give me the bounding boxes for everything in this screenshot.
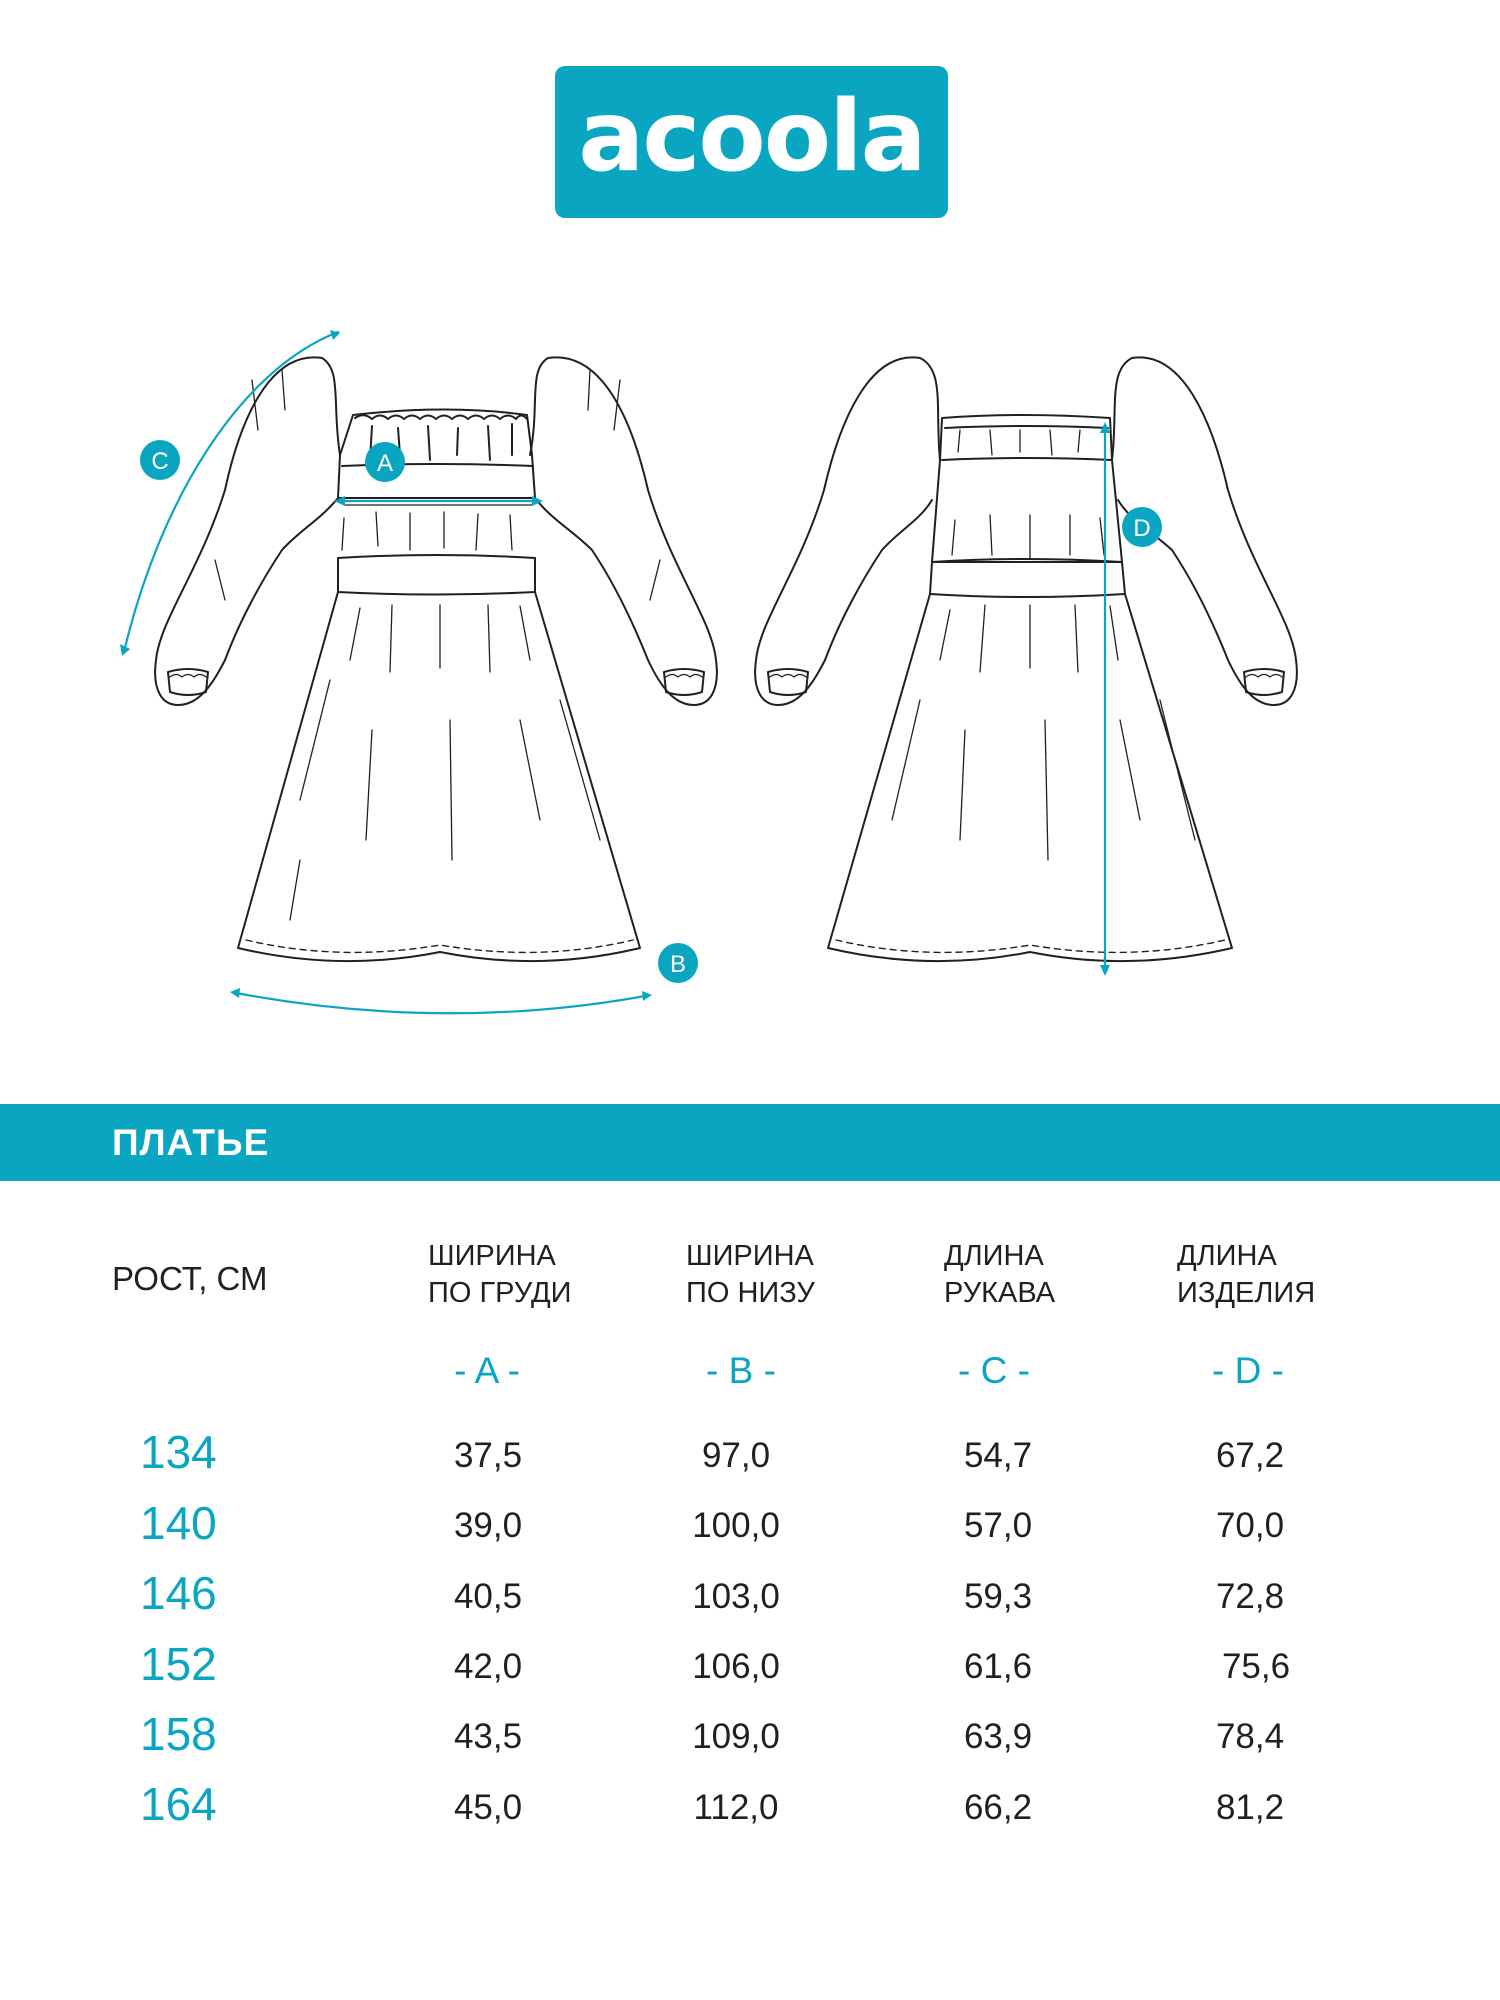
length-value: 72,8 (1215, 1577, 1285, 1616)
row-height: 152 (140, 1638, 217, 1690)
hem-value: 112,0 (693, 1788, 779, 1827)
column-letter-d: - D - (1212, 1350, 1284, 1391)
column-header-sleeve (944, 1238, 1055, 1312)
chest-value: 45,0 (453, 1788, 523, 1827)
row-height: 164 (140, 1778, 217, 1830)
column-header-length-line1: ДЛИНА (1177, 1240, 1277, 1272)
marker-b-label: B (669, 951, 687, 978)
marker-d (1122, 507, 1162, 547)
brand-logo (555, 66, 948, 218)
marker-a-label: A (376, 450, 394, 477)
sleeve-value: 61,6 (963, 1647, 1033, 1686)
height-column-header: РОСТ, СМ (112, 1260, 268, 1297)
column-header-sleeve-line2: РУКАВА (944, 1277, 1056, 1309)
column-letter-a: - A - (454, 1350, 520, 1391)
row-height: 146 (140, 1567, 217, 1619)
front-view (155, 357, 717, 961)
marker-c (140, 440, 180, 480)
column-letter-c: - C - (958, 1350, 1030, 1391)
column-letter-b: - B - (706, 1350, 776, 1391)
chest-value: 37,5 (453, 1436, 523, 1475)
chest-value: 40,5 (453, 1577, 523, 1616)
sleeve-value: 63,9 (963, 1717, 1033, 1756)
sleeve-value: 66,2 (963, 1788, 1033, 1827)
column-header-hem-line2: ПО НИЗУ (686, 1277, 815, 1309)
chest-value: 43,5 (453, 1717, 523, 1756)
marker-b (658, 943, 698, 983)
row-height: 158 (140, 1708, 217, 1760)
length-value: 81,2 (1215, 1788, 1285, 1827)
hem-value: 100,0 (692, 1506, 780, 1545)
hem-value: 97,0 (701, 1436, 771, 1475)
dress-technical-drawing (0, 300, 1500, 1020)
hem-value: 106,0 (692, 1647, 780, 1686)
length-value: 78,4 (1215, 1717, 1285, 1756)
length-value: 75,6 (1221, 1647, 1291, 1686)
product-title: ПЛАТЬЕ (112, 1122, 270, 1163)
chest-value: 39,0 (453, 1506, 523, 1545)
column-header-chest-line2: ПО ГРУДИ (428, 1277, 572, 1309)
brand-logo-text: acoola (578, 80, 925, 194)
column-header-hem (686, 1238, 815, 1312)
hem-value: 109,0 (692, 1717, 780, 1756)
column-header-length-line2: ИЗДЕЛИЯ (1177, 1277, 1316, 1309)
sleeve-value: 54,7 (963, 1436, 1033, 1475)
row-height: 140 (140, 1497, 217, 1549)
row-height: 134 (140, 1426, 217, 1478)
column-header-chest-line1: ШИРИНА (428, 1240, 556, 1272)
hem-width-line (236, 993, 645, 1013)
column-header-chest (428, 1238, 571, 1312)
column-header-length (1177, 1238, 1315, 1312)
length-value: 70,0 (1215, 1506, 1285, 1545)
column-header-sleeve-line1: ДЛИНА (944, 1240, 1044, 1272)
column-header-hem-line1: ШИРИНА (686, 1240, 814, 1272)
sleeve-length-line (124, 332, 338, 652)
sleeve-value: 57,0 (963, 1506, 1033, 1545)
marker-c-label: C (151, 448, 169, 475)
back-view (755, 357, 1297, 961)
sleeve-value: 59,3 (963, 1577, 1033, 1616)
hem-value: 103,0 (692, 1577, 780, 1616)
marker-d-label: D (1133, 515, 1151, 542)
marker-a (365, 442, 405, 482)
length-value: 67,2 (1215, 1436, 1285, 1475)
product-title-bar (0, 1104, 1500, 1181)
chest-value: 42,0 (453, 1647, 523, 1686)
